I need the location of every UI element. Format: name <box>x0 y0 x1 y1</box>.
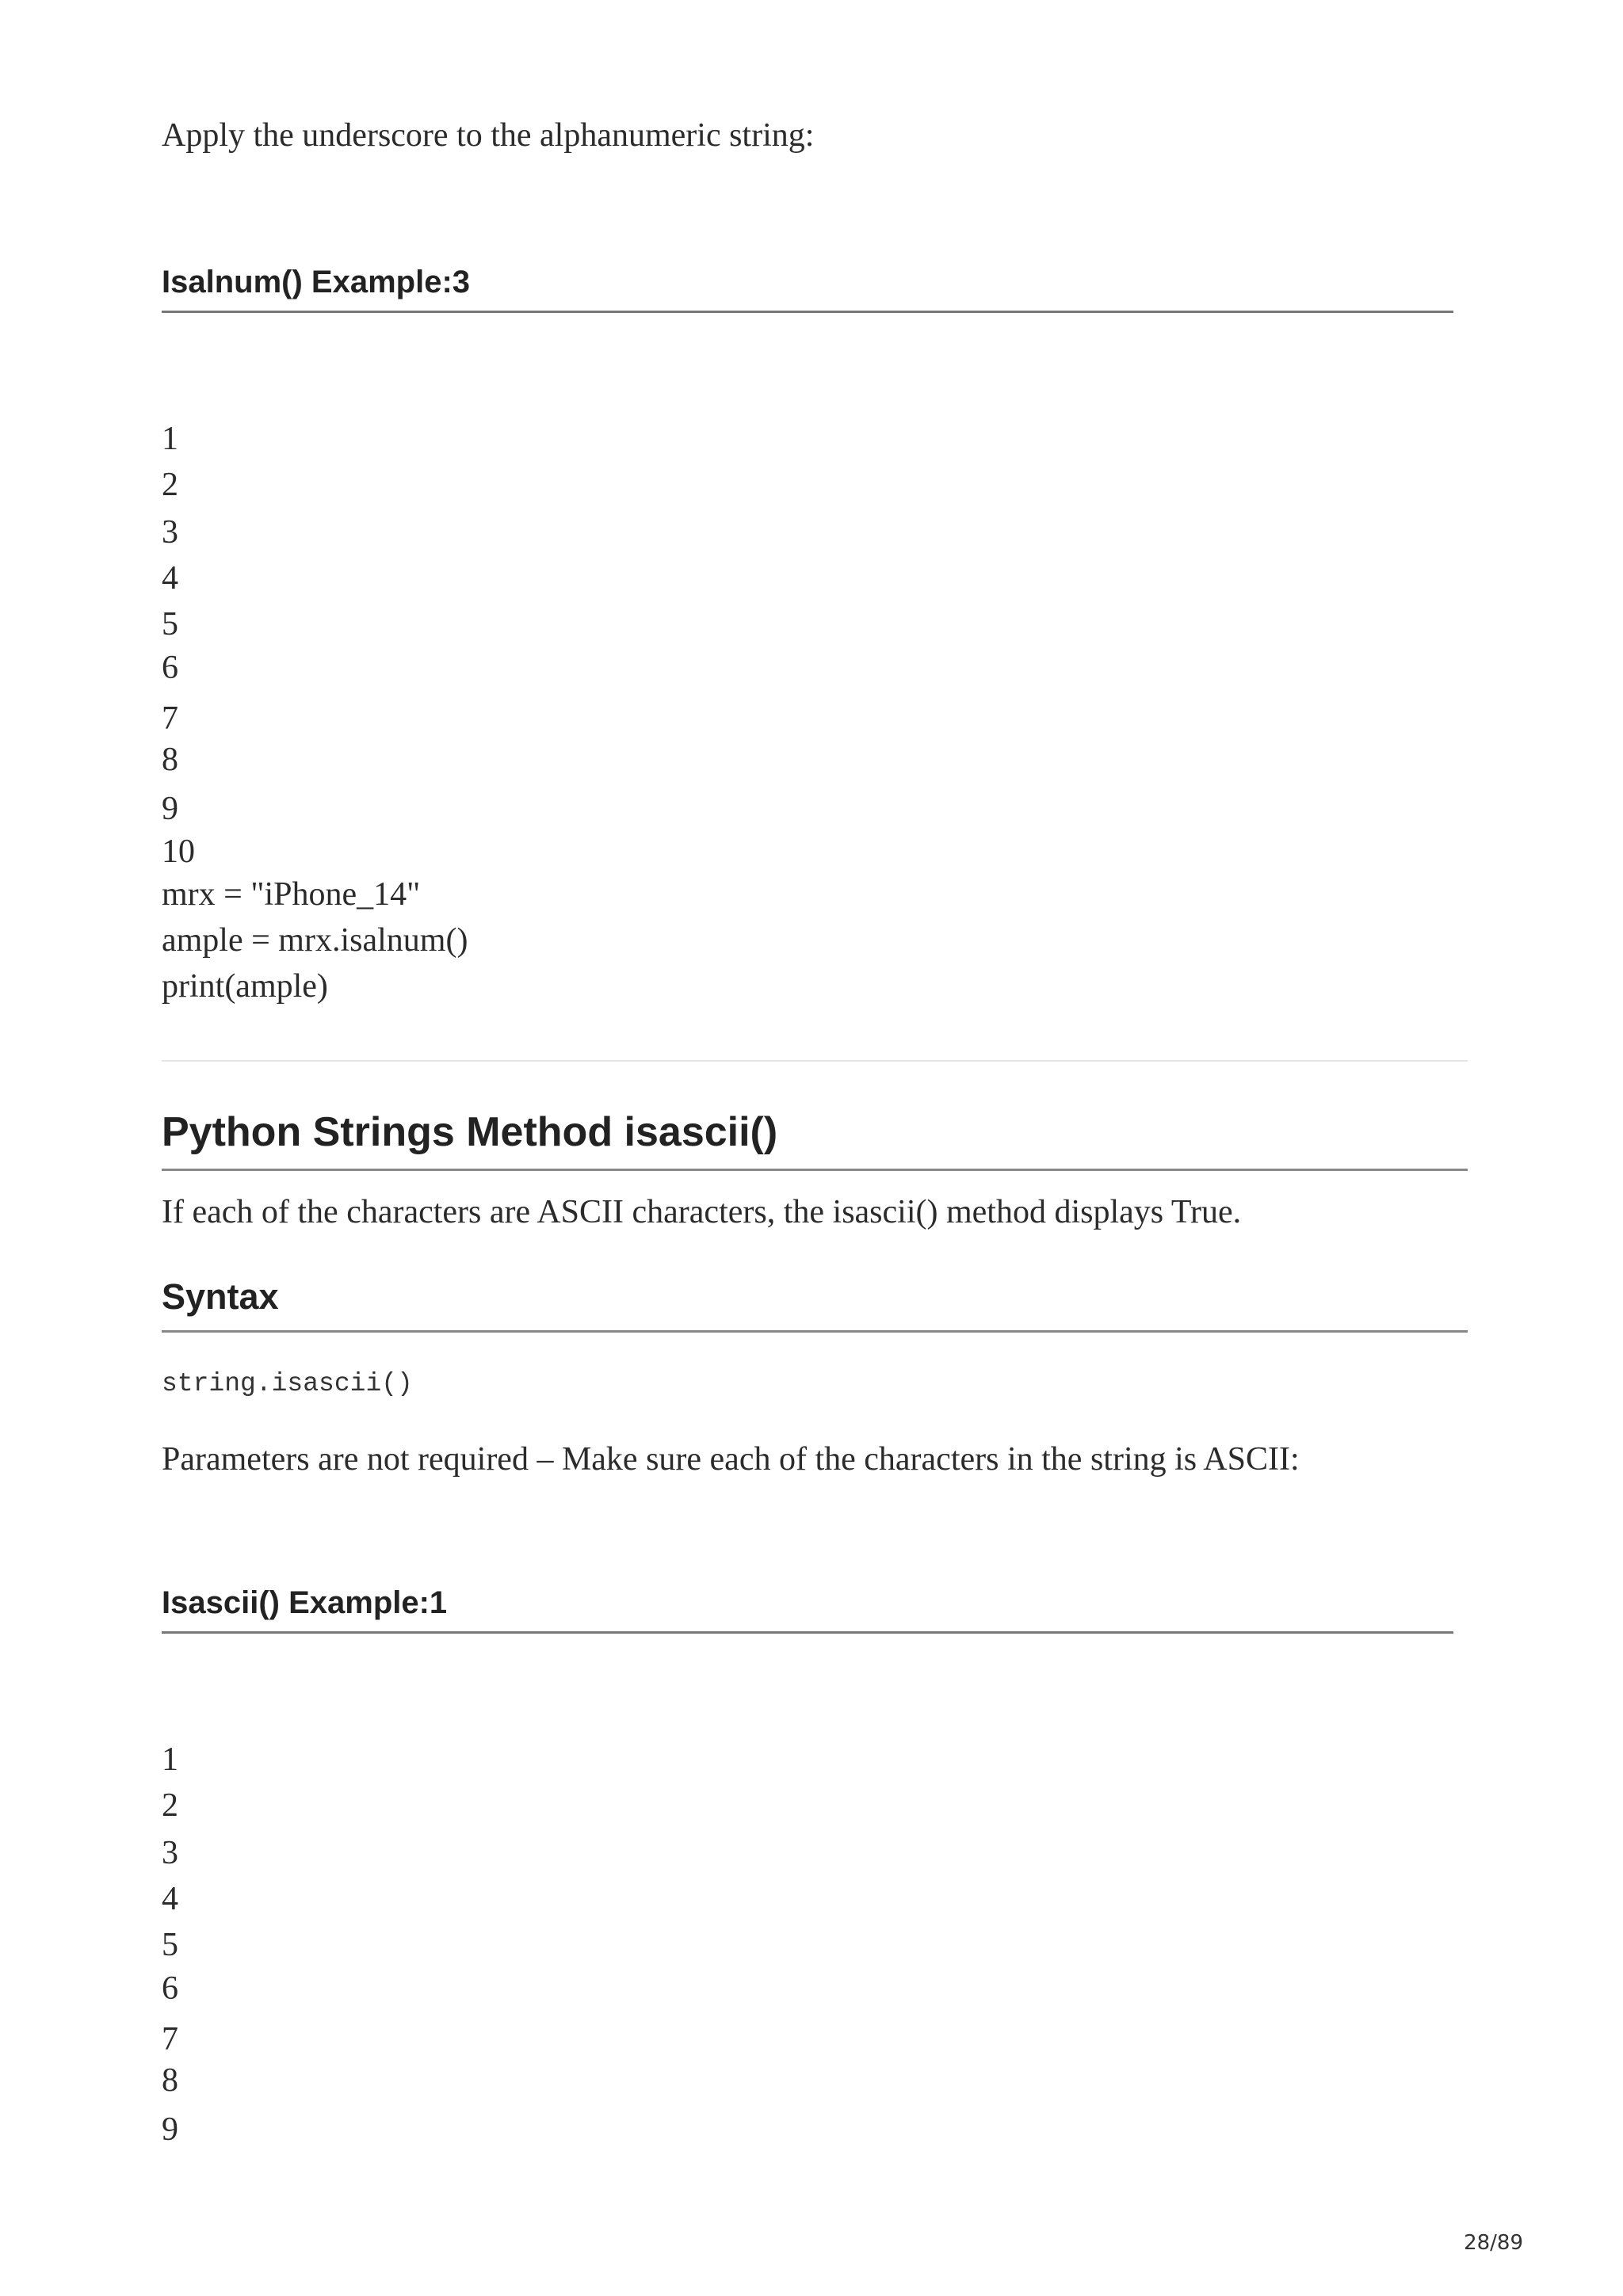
parameters-paragraph: Parameters are not required – Make sure each of the characters in the string is ASCII: <box>162 1441 1300 1478</box>
line-number: 2 <box>162 467 178 503</box>
syntax-heading: Syntax <box>162 1276 279 1317</box>
isascii-example-title: Isascii() Example:1 <box>162 1585 448 1620</box>
line-number: 10 <box>162 833 195 870</box>
page-number: 28/89 <box>1464 2231 1523 2255</box>
line-number: 8 <box>162 742 178 778</box>
line-number: 6 <box>162 650 178 686</box>
line-number: 8 <box>162 2062 178 2099</box>
isalnum-example-title: Isalnum() Example:3 <box>162 265 471 299</box>
line-number: 3 <box>162 1835 178 1871</box>
line-number: 9 <box>162 2111 178 2148</box>
code-line: mrx = "iPhone_14" <box>162 876 421 913</box>
example-title-rule <box>162 1631 1453 1634</box>
code-line: ample = mrx.isalnum() <box>162 922 468 959</box>
isascii-section-title: Python Strings Method isascii() <box>162 1109 778 1155</box>
section-separator <box>162 1060 1468 1062</box>
line-number: 9 <box>162 791 178 827</box>
line-number: 4 <box>162 560 178 597</box>
line-number: 1 <box>162 1741 178 1778</box>
syntax-code: string.isascii() <box>162 1369 413 1398</box>
section-title-rule <box>162 1169 1468 1171</box>
line-number: 7 <box>162 700 178 737</box>
line-number: 3 <box>162 514 178 551</box>
intro-paragraph: Apply the underscore to the alphanumeric string: <box>162 117 815 154</box>
code-line: print(ample) <box>162 968 328 1005</box>
line-number: 6 <box>162 1970 178 2007</box>
syntax-heading-rule <box>162 1330 1468 1333</box>
line-number: 5 <box>162 606 178 643</box>
line-number: 1 <box>162 421 178 457</box>
line-number: 2 <box>162 1787 178 1824</box>
line-number: 7 <box>162 2021 178 2058</box>
line-number: 4 <box>162 1881 178 1917</box>
line-number: 5 <box>162 1927 178 1963</box>
example-title-rule <box>162 311 1453 313</box>
isascii-description: If each of the characters are ASCII characters, the isascii() method displays True. <box>162 1194 1242 1230</box>
